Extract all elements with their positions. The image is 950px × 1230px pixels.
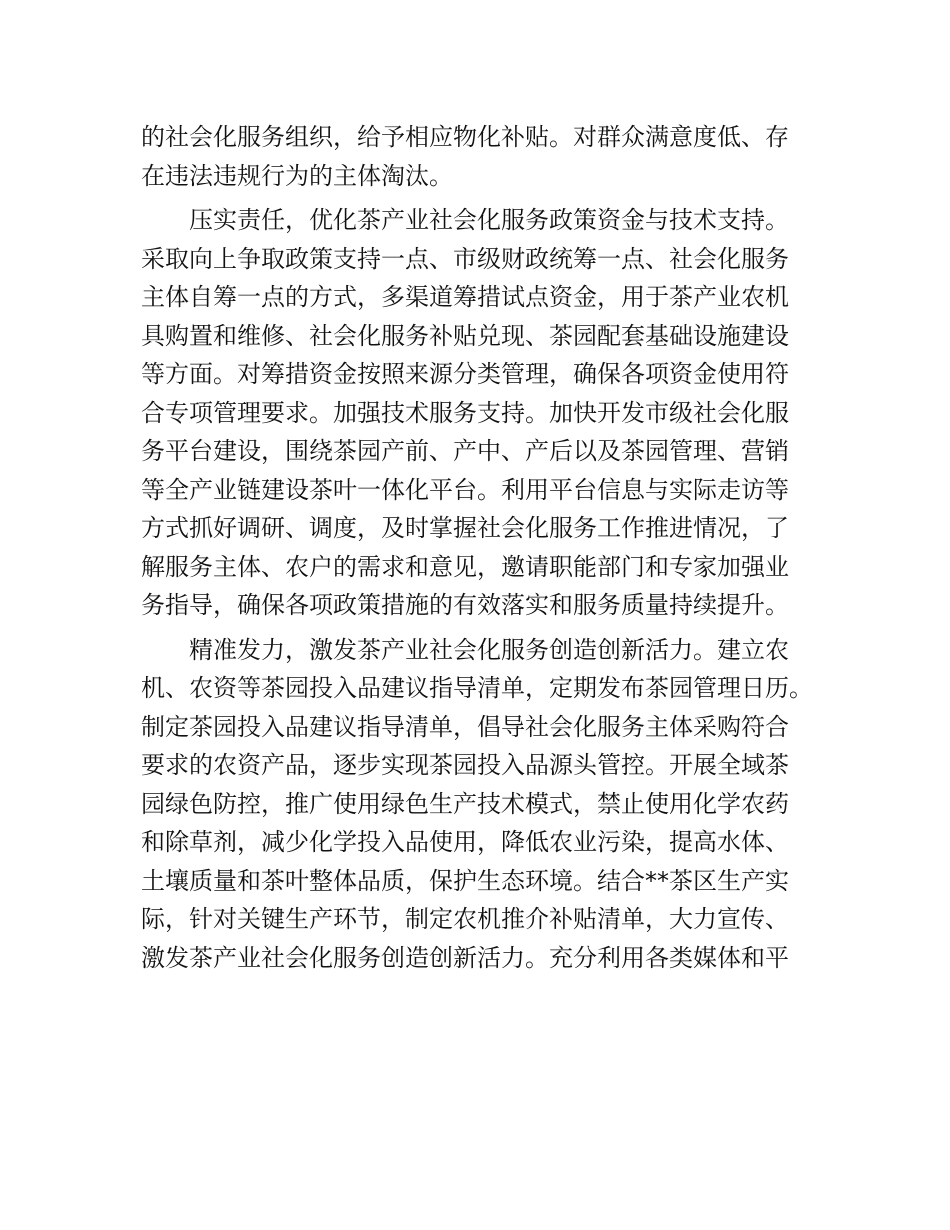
text-line: 激发茶产业社会化服务创造创新活力。充分利用各类媒体和平 <box>141 943 789 972</box>
text-line: 务平台建设，围绕茶园产前、产中、产后以及茶园管理、营销 <box>141 437 789 465</box>
text-line: 压实责任，优化茶产业社会化服务政策资金与技术支持。 <box>189 206 789 234</box>
text-line: 主体自筹一点的方式，多渠道筹措试点资金，用于茶产业农机 <box>141 283 789 311</box>
text-line: 具购置和维修、社会化服务补贴兑现、茶园配套基础设施建设 <box>141 321 789 350</box>
paragraph-2 <box>141 201 821 625</box>
text-line: 在违法违规行为的主体淘汰。 <box>141 161 453 190</box>
text-line: 采取向上争取政策支持一点、市级财政统筹一点、社会化服务 <box>141 244 789 273</box>
text-line: 土壤质量和茶叶整体品质，保护生态环境。结合**茶区生产实 <box>141 866 789 895</box>
text-line: 制定茶园投入品建议指导清单，倡导社会化服务主体采购符合 <box>141 712 789 741</box>
text-line: 精准发力，激发茶产业社会化服务创造创新活力。建立农 <box>189 635 789 664</box>
text-line: 合专项管理要求。加强技术服务支持。加快开发市级社会化服 <box>141 398 789 427</box>
text-line: 和除草剂，减少化学投入品使用，降低农业污染，提高水体、 <box>141 828 789 856</box>
text-line: 园绿色防控，推广使用绿色生产技术模式，禁止使用化学农药 <box>141 789 789 818</box>
text-line: 等全产业链建设茶叶一体化平台。利用平台信息与实际走访等 <box>141 475 789 504</box>
paragraph-3 <box>141 631 821 978</box>
text-line: 的社会化服务组织，给予相应物化补贴。对群众满意度低、存 <box>141 123 789 151</box>
body-text <box>141 118 821 977</box>
text-line: 机、农资等茶园投入品建议指导清单，定期发布茶园管理日历。 <box>141 674 813 702</box>
text-line: 务指导，确保各项政策措施的有效落实和服务质量持续提升。 <box>141 591 789 619</box>
text-line: 解服务主体、农户的需求和意见，邀请职能部门和专家加强业 <box>141 552 789 581</box>
text-line: 等方面。对筹措资金按照来源分类管理，确保各项资金使用符 <box>141 360 789 388</box>
text-line: 方式抓好调研、调度，及时掌握社会化服务工作推进情况，了 <box>141 514 789 542</box>
text-line: 要求的农资产品，逐步实现茶园投入品源头管控。开展全域茶 <box>141 751 789 779</box>
paragraph-1 <box>141 118 821 195</box>
text-line: 际，针对关键生产环节，制定农机推介补贴清单，大力宣传、 <box>141 905 789 933</box>
